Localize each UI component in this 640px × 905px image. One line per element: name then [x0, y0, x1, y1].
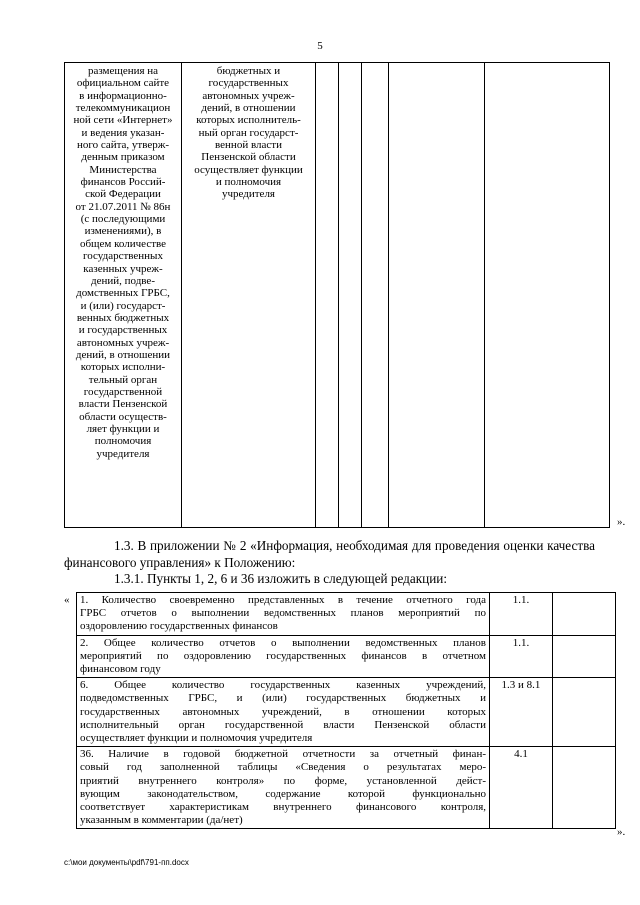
text-line: соответствует характеристикам внутреннего финансового контроля, [80, 801, 486, 814]
text-line: мероприятий по оздоровлению государственных финансов в отчетном [80, 649, 486, 662]
table1-cell-description [65, 63, 182, 528]
text-line: и (или) государст- [80, 299, 166, 312]
text-line: телекоммуникацион [75, 102, 171, 115]
indicators-table [76, 592, 616, 829]
indicator-text-cell [77, 747, 490, 829]
text-line: власти Пензенской [78, 398, 168, 411]
closing-quote-mark: ». [617, 516, 626, 528]
table2-empty-cell [553, 678, 616, 747]
text-line: области осуществ- [79, 410, 167, 423]
table-row [77, 678, 616, 747]
table2-empty-cell [553, 747, 616, 829]
text-line: официальном сайте [76, 77, 170, 90]
text-line: 6. Общее количество государственных казенных учреждений, [80, 679, 486, 692]
text-line: ный орган государст- [198, 126, 299, 139]
table1-empty-cell [339, 63, 362, 528]
text-line: Министерства [89, 163, 157, 176]
text-line: государственных автономных учреждений, в отношении которых [80, 705, 486, 718]
table2-empty-cell [553, 593, 616, 636]
table1-empty-cell [316, 63, 339, 528]
paragraph-1-3: 1.3. В приложении № 2 «Информация, необходимая для проведения оценки качества финансового управления» к Положению: [64, 538, 595, 570]
text-line: и полномочия [215, 176, 282, 189]
text-line: автономных учреж- [202, 89, 295, 102]
text-line: Пензенской области [201, 151, 296, 164]
text-line: финансов Россий- [80, 176, 166, 189]
text-line: оздоровлению государственных финансов [80, 620, 278, 633]
indicator-reference-cell: 1.3 и 8.1 [490, 678, 553, 747]
text-line: учредителя [222, 188, 275, 201]
text-line: ного сайта, утверж- [76, 139, 170, 152]
text-line: финансовом году [80, 663, 161, 676]
text-line: осуществляет функции [194, 163, 303, 176]
text-line: вующим законодательством, содержание которой функционально [80, 787, 486, 800]
indicator-text-cell [77, 593, 490, 636]
indicator-reference-cell: 4.1 [490, 747, 553, 829]
table-row [77, 593, 616, 636]
page-number: 5 [317, 40, 323, 52]
text-line: денным приказом [81, 151, 165, 164]
text-line: подведомственных ГРБС, и (или) государственных бюджетных и [80, 692, 486, 705]
text-line: полномочия [94, 435, 152, 448]
text-line: ляет функции и [86, 422, 160, 435]
text-line: исполнительный орган государственной власти Пензенской области [80, 718, 486, 731]
text-line: и ведения указан- [81, 126, 165, 139]
text-line: государственных [83, 250, 163, 263]
indicator-reference-cell: 1.1. [490, 635, 553, 678]
text-line: автономных учреж- [76, 336, 170, 349]
continuation-table [64, 62, 610, 528]
text-line: тельный орган [88, 373, 158, 386]
text-line: казенных учреж- [83, 262, 163, 275]
footer-file-path: c:\мои документы\pdf\791-пп.docx [64, 858, 189, 867]
text-line: дений, подве- [91, 274, 155, 287]
indicator-text-cell [77, 635, 490, 678]
text-line: 2. Общее количество отчетов о выполнении ведомственных планов [80, 636, 486, 649]
text-line: осуществляет функции и полномочия учредителя [80, 732, 313, 745]
paragraph-1-3-1: 1.3.1. Пункты 1, 2, 6 и 36 изложить в следующей редакции: [114, 571, 447, 586]
text-line: и государственных [78, 324, 168, 337]
text-line: которых исполни- [80, 361, 166, 374]
text-line: ской Федерации [85, 188, 161, 201]
text-line: дений, в отношении [201, 102, 296, 115]
text-line: государственных [208, 77, 289, 90]
indicator-reference-cell: 1.1. [490, 593, 553, 636]
table1-cell-institutions [182, 63, 316, 528]
text-line: государственной [83, 385, 163, 398]
text-line: которых исполнитель- [196, 114, 301, 127]
opening-quote-mark: « [64, 594, 70, 606]
table1-empty-cell [362, 63, 389, 528]
text-line: учредителя [96, 447, 150, 460]
table1-empty-cell [485, 63, 610, 528]
text-line: дений, в отношении [75, 348, 171, 361]
text-line: общем количестве [79, 237, 167, 250]
text-line: совый год заполненной таблицы «Сведения о результатах меро- [80, 761, 486, 774]
table-row [77, 747, 616, 829]
table2-empty-cell [553, 635, 616, 678]
text-line: в информационно- [79, 89, 167, 102]
indicator-text-cell [77, 678, 490, 747]
text-line: 1. Количество своевременно представленных в течение отчетного года [80, 594, 486, 606]
text-line: от 21.07.2011 № 86н [75, 200, 171, 213]
table1-empty-cell [389, 63, 485, 528]
text-line: ной сети «Интернет» [73, 114, 173, 127]
text-line: ГРБС отчетов о выполнении ведомственных планов мероприятий по [80, 607, 486, 620]
text-line: 36. Наличие в годовой бюджетной отчетности за отчетный финан- [80, 748, 486, 761]
text-line: венной власти [215, 139, 282, 152]
text-line: домственных ГРБС, [76, 287, 170, 300]
text-line: размещения на [87, 65, 159, 77]
text-line: приятий внутреннего контроля» по форме, установленной дейст- [80, 774, 486, 787]
text-line: бюджетных и [216, 65, 281, 77]
text-line: указанным в комментарии (да/нет) [80, 814, 243, 827]
text-line: (с последующими [80, 213, 166, 226]
closing-quote-mark: ». [617, 826, 626, 838]
text-line: венных бюджетных [76, 311, 170, 324]
text-line: изменениями), в [84, 225, 162, 238]
table-row [77, 635, 616, 678]
